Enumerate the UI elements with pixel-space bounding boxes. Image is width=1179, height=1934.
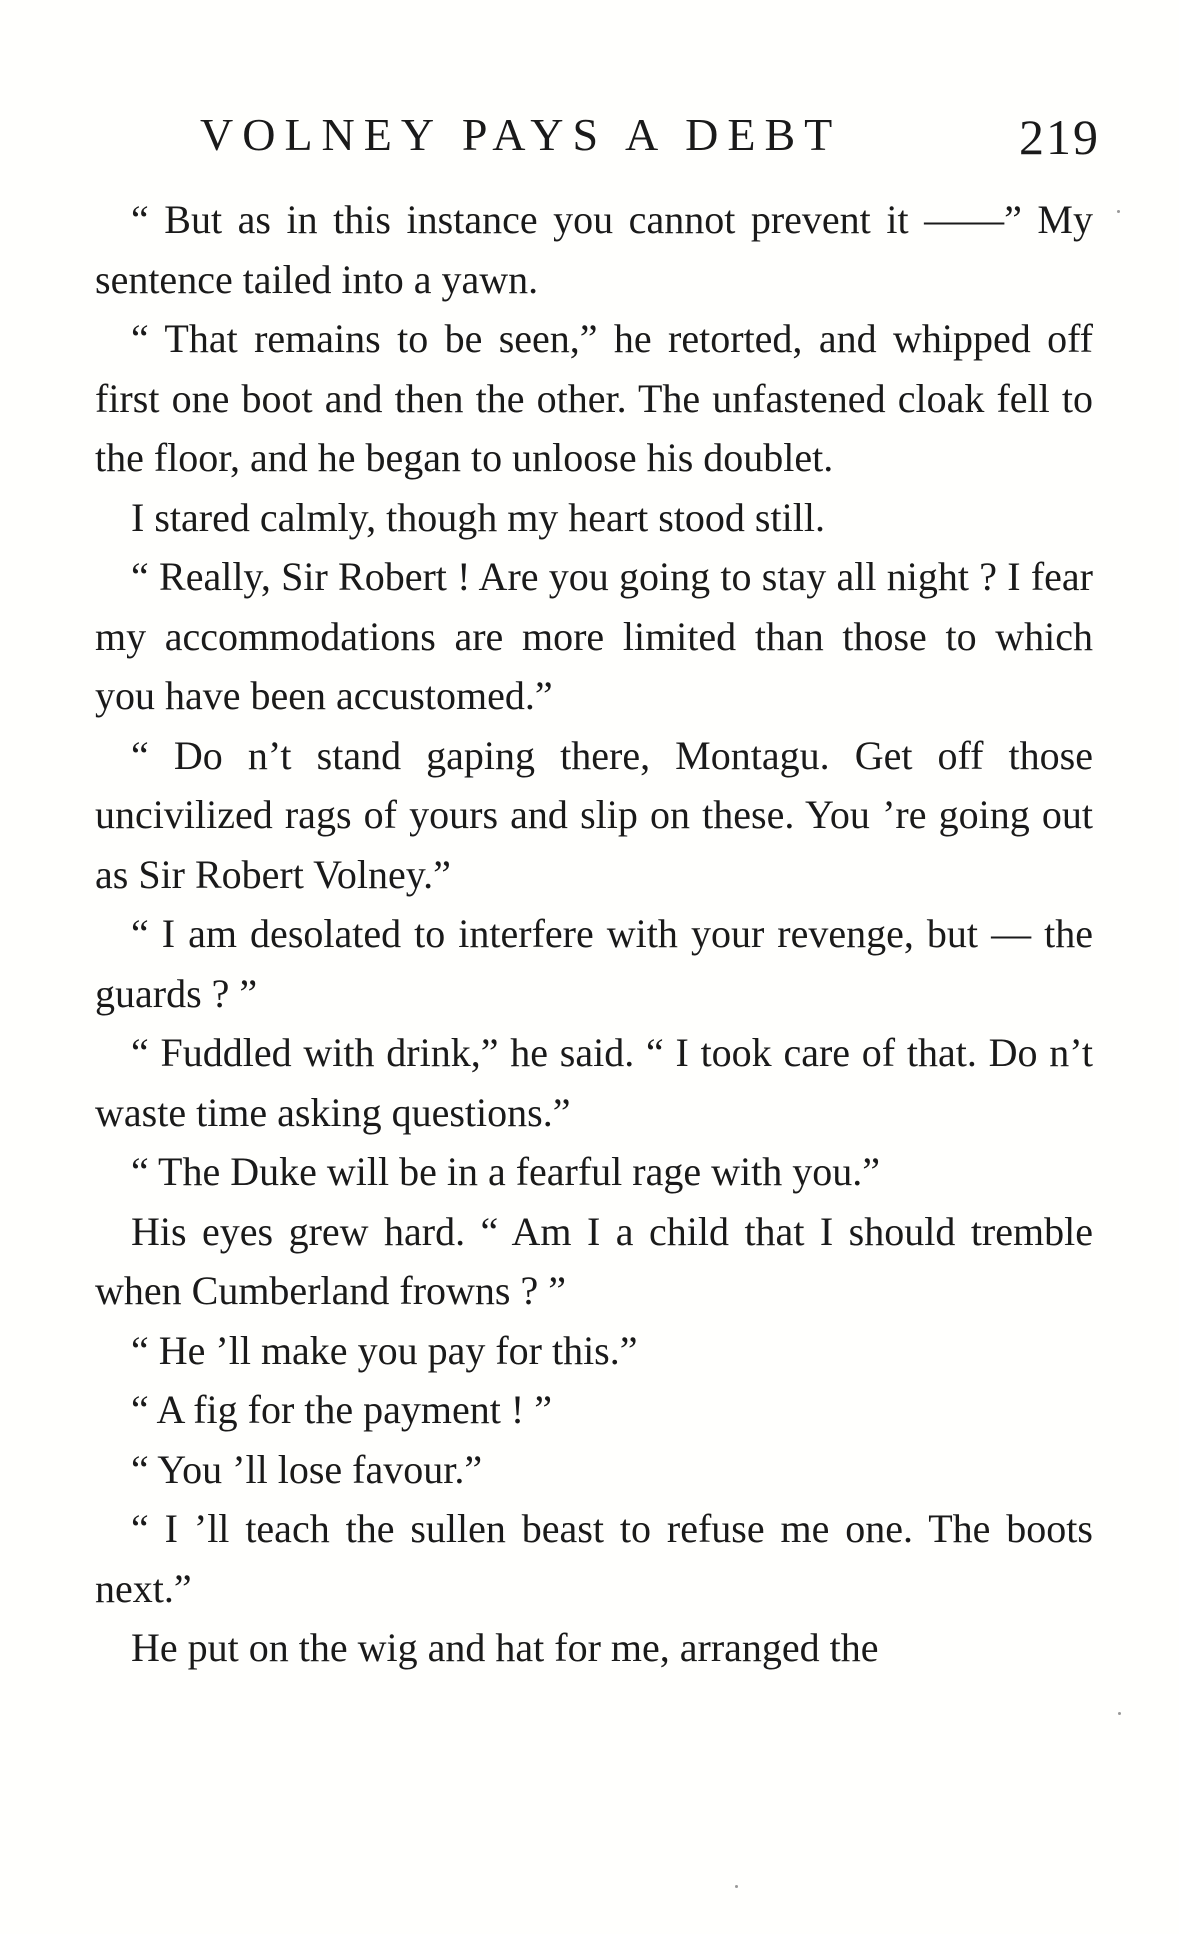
paragraph: “ That remains to be seen,” he retorted, and whipped off first one boot and then the other. The unfastened cloak fell to the floor, and he began to unloose his doublet. — [95, 316, 1093, 480]
body-text — [95, 190, 1093, 1678]
page-number: 219 — [1019, 109, 1100, 165]
paper-speck — [1118, 1712, 1121, 1715]
paragraph: “ I ’ll teach the sullen beast to refuse me one. The boots next.” — [95, 1506, 1093, 1611]
paragraph: “ He ’ll make you pay for this.” — [131, 1327, 638, 1373]
paragraph: “ But as in this instance you cannot prevent it ——” My sentence tailed into a yawn. — [95, 197, 1093, 302]
paragraph: “ A fig for the payment ! ” — [131, 1387, 552, 1432]
paragraph: He put on the wig and hat for me, arranged the — [131, 1625, 879, 1670]
page-header — [200, 108, 1100, 168]
paragraph: “ Do n’t stand gaping there, Montagu. Get off those uncivilized rags of yours and slip on these. You ’re going out as Sir Robert Volney.” — [95, 732, 1093, 897]
paragraph: “ You ’ll lose favour.” — [131, 1446, 483, 1492]
paragraph: “ I am desolated to interfere with your revenge, but — the guards ? ” — [95, 911, 1093, 1016]
paper-speck — [1117, 210, 1120, 213]
paragraph: I stared calmly, though my heart stood still. — [131, 494, 825, 540]
paragraph: His eyes grew hard. “ Am I a child that I should tremble when Cumberland frowns ? ” — [95, 1208, 1093, 1313]
paragraph: “ Fuddled with drink,” he said. “ I took care of that. Do n’t waste time asking questions.” — [95, 1030, 1093, 1135]
paragraph: “ Really, Sir Robert ! Are you going to stay all night ? I fear my accommodations are more limited than those to which you have been accustomed.” — [95, 554, 1093, 718]
running-title: VOLNEY PAYS A DEBT — [200, 109, 842, 160]
paper-speck — [735, 1885, 738, 1888]
paragraph: “ The Duke will be in a fearful rage with you.” — [131, 1149, 880, 1194]
